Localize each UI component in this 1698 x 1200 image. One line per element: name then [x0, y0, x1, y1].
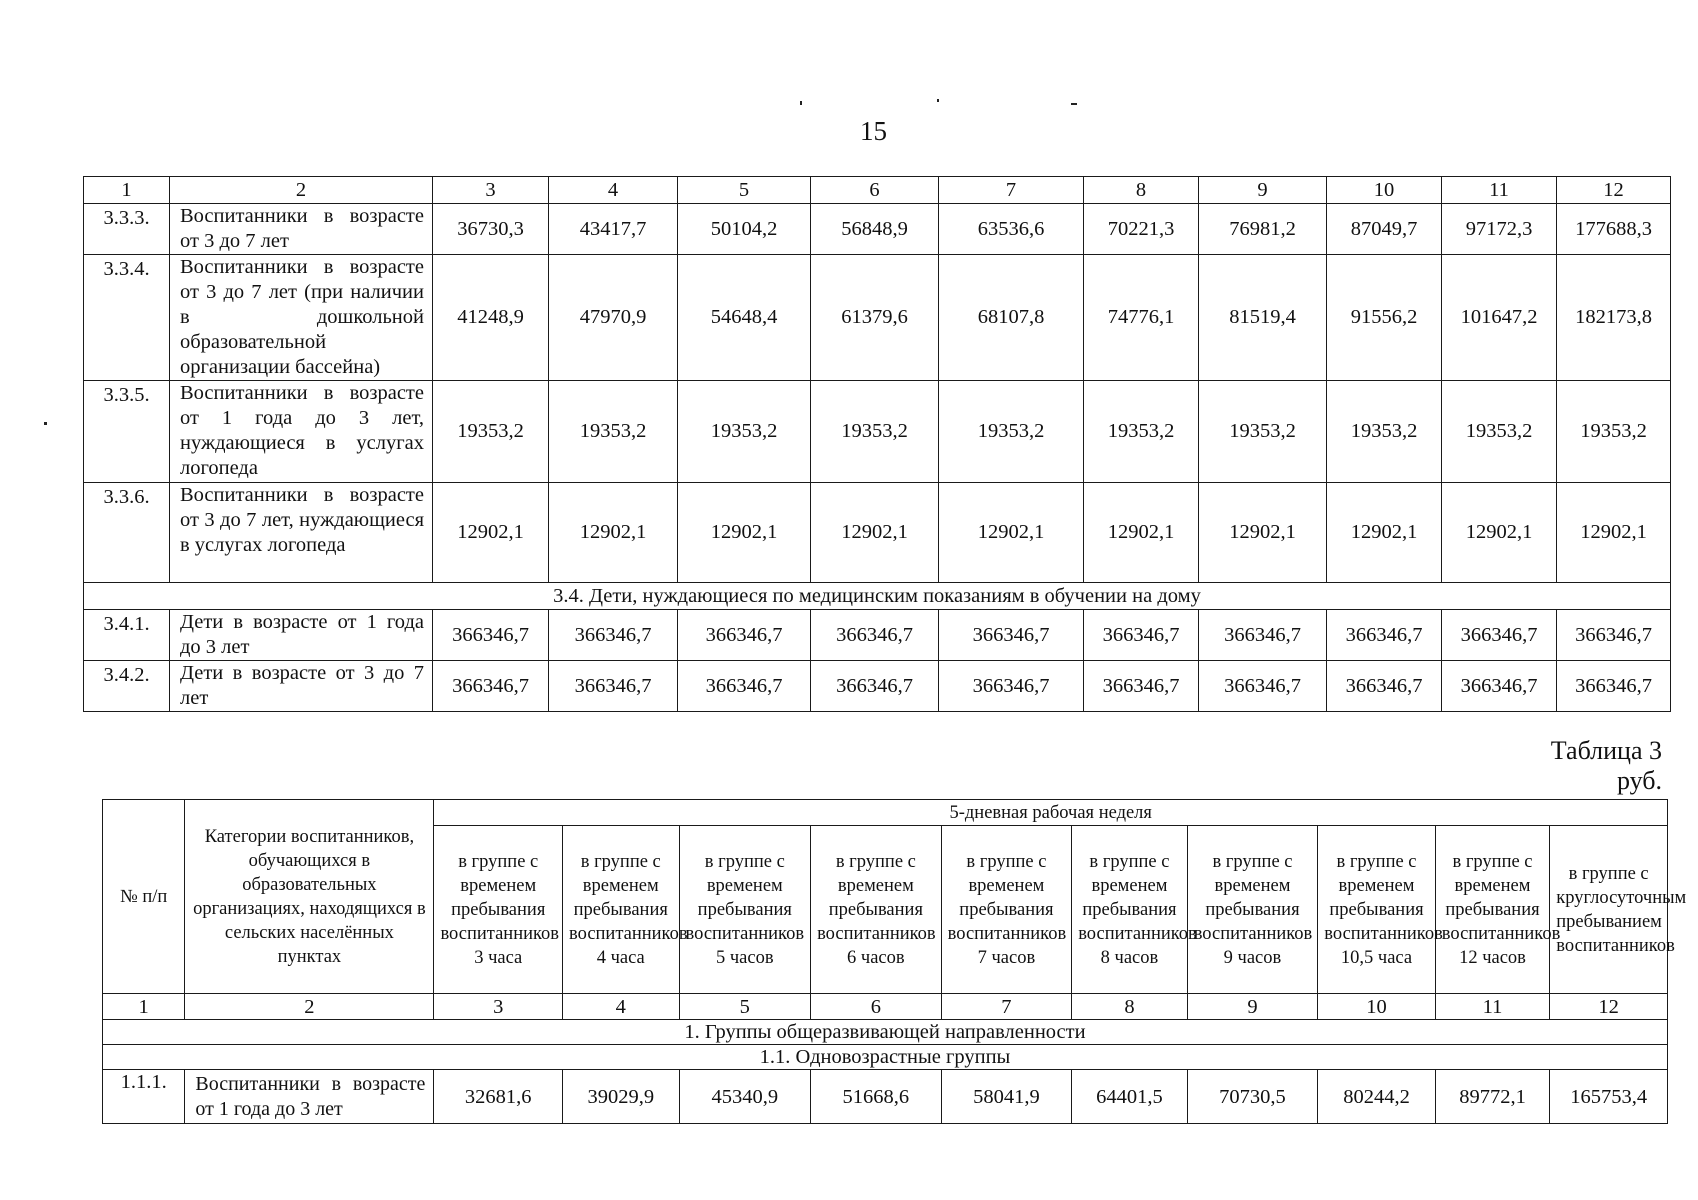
value-cell: 19353,2	[433, 381, 549, 483]
value-cell: 12902,1	[433, 483, 549, 583]
rural-tariff-table	[102, 799, 1687, 1124]
value-cell: 70730,5	[1187, 1070, 1318, 1124]
value-cell: 87049,7	[1327, 204, 1442, 255]
value-cell: 80244,2	[1318, 1070, 1436, 1124]
value-cell: 61379,6	[811, 255, 939, 381]
column-index: 6	[811, 994, 942, 1020]
column-index: 11	[1435, 994, 1550, 1020]
table-row	[84, 483, 1671, 583]
column-header-group: в группе с временем пребывания воспитанников 8 часов	[1072, 826, 1188, 994]
section-row	[103, 1045, 1668, 1070]
value-cell: 366346,7	[1442, 610, 1557, 661]
value-cell: 366346,7	[433, 610, 549, 661]
value-cell: 45340,9	[679, 1070, 811, 1124]
value-cell: 366346,7	[1557, 610, 1671, 661]
column-index: 8	[1084, 177, 1199, 204]
table-row	[84, 610, 1671, 661]
row-label: Воспитанники в возрасте от 3 до 7 лет (при наличии в дошкольной образовательной организации бассейна)	[170, 255, 433, 381]
currency-unit: руб.	[1616, 766, 1662, 795]
value-cell: 76981,2	[1199, 204, 1327, 255]
value-cell: 366346,7	[1327, 661, 1442, 712]
row-label: Воспитанники в возрасте от 1 года до 3 лет, нуждающиеся в услугах логопеда	[170, 381, 433, 483]
value-cell: 89772,1	[1435, 1070, 1550, 1124]
value-cell: 12902,1	[1199, 483, 1327, 583]
column-header-group: в группе с временем пребывания воспитанников 4 часа	[563, 826, 680, 994]
table-row	[84, 381, 1671, 483]
column-index: 2	[185, 994, 434, 1020]
column-index: 5	[678, 177, 811, 204]
scan-artifact	[44, 422, 47, 425]
row-code: 3.3.5.	[84, 381, 170, 483]
row-label: Воспитанники в возрасте от 3 до 7 лет	[170, 204, 433, 255]
value-cell: 366346,7	[1199, 661, 1327, 712]
value-cell: 366346,7	[1557, 661, 1671, 712]
value-cell: 81519,4	[1199, 255, 1327, 381]
value-cell: 366346,7	[1084, 661, 1199, 712]
value-cell: 64401,5	[1072, 1070, 1188, 1124]
scan-artifact	[1071, 103, 1077, 105]
column-header-group: в группе с временем пребывания воспитанников 10,5 часа	[1318, 826, 1436, 994]
page-number: 15	[860, 116, 887, 146]
value-cell: 366346,7	[1442, 661, 1557, 712]
column-index: 1	[103, 994, 185, 1020]
column-header-group: в группе с временем пребывания воспитанников 3 часа	[434, 826, 563, 994]
value-cell: 182173,8	[1557, 255, 1671, 381]
column-index-row	[103, 994, 1668, 1020]
value-cell: 12902,1	[678, 483, 811, 583]
value-cell: 366346,7	[433, 661, 549, 712]
column-index: 12	[1557, 177, 1671, 204]
column-index: 12	[1550, 994, 1668, 1020]
value-cell: 366346,7	[939, 661, 1084, 712]
column-index: 7	[941, 994, 1072, 1020]
value-cell: 165753,4	[1550, 1070, 1668, 1124]
tariff-table-continuation	[83, 176, 1671, 712]
value-cell: 19353,2	[678, 381, 811, 483]
value-cell: 366346,7	[811, 610, 939, 661]
row-code: 3.3.4.	[84, 255, 170, 381]
value-cell: 91556,2	[1327, 255, 1442, 381]
value-cell: 366346,7	[939, 610, 1084, 661]
table-row	[103, 1070, 1668, 1124]
table-row	[84, 255, 1671, 381]
value-cell: 32681,6	[434, 1070, 563, 1124]
value-cell: 177688,3	[1557, 204, 1671, 255]
section-row	[84, 583, 1671, 610]
value-cell: 39029,9	[563, 1070, 680, 1124]
value-cell: 366346,7	[1327, 610, 1442, 661]
row-code: 3.4.1.	[84, 610, 170, 661]
scan-artifact	[937, 99, 939, 102]
value-cell: 366346,7	[678, 610, 811, 661]
value-cell: 366346,7	[1084, 610, 1199, 661]
value-cell: 366346,7	[549, 610, 678, 661]
column-header-week: 5-дневная рабочая неделя	[434, 800, 1668, 826]
value-cell: 19353,2	[1557, 381, 1671, 483]
value-cell: 366346,7	[811, 661, 939, 712]
column-header-group: в группе с временем пребывания воспитанников 12 часов	[1435, 826, 1550, 994]
value-cell: 19353,2	[1442, 381, 1557, 483]
column-index: 11	[1442, 177, 1557, 204]
column-index: 9	[1187, 994, 1318, 1020]
header-row	[103, 800, 1668, 826]
value-cell: 63536,6	[939, 204, 1084, 255]
value-cell: 366346,7	[1199, 610, 1327, 661]
value-cell: 12902,1	[1442, 483, 1557, 583]
value-cell: 366346,7	[549, 661, 678, 712]
column-index-row	[84, 177, 1671, 204]
row-code: 1.1.1.	[103, 1070, 185, 1124]
value-cell: 51668,6	[811, 1070, 942, 1124]
value-cell: 56848,9	[811, 204, 939, 255]
column-header-group: в группе с временем пребывания воспитанников 5 часов	[679, 826, 811, 994]
column-header-number: № п/п	[103, 800, 185, 994]
table-row	[84, 661, 1671, 712]
column-index: 4	[549, 177, 678, 204]
column-index: 7	[939, 177, 1084, 204]
column-index: 10	[1327, 177, 1442, 204]
column-header-category: Категории воспитанников, обучающихся в образовательных организациях, находящихся в сельских населённых пунктах	[185, 800, 434, 994]
column-index: 1	[84, 177, 170, 204]
column-header-group: в группе с временем пребывания воспитанников 6 часов	[811, 826, 942, 994]
value-cell: 12902,1	[549, 483, 678, 583]
value-cell: 41248,9	[433, 255, 549, 381]
row-label: Дети в возрасте от 1 года до 3 лет	[170, 610, 433, 661]
column-header-group: в группе с временем пребывания воспитанников 7 часов	[941, 826, 1072, 994]
column-header-group: в группе с временем пребывания воспитанников 9 часов	[1187, 826, 1318, 994]
row-label: Воспитанники в возрасте от 3 до 7 лет, нуждающиеся в услугах логопеда	[170, 483, 433, 583]
value-cell: 47970,9	[549, 255, 678, 381]
value-cell: 68107,8	[939, 255, 1084, 381]
value-cell: 58041,9	[941, 1070, 1072, 1124]
value-cell: 19353,2	[1327, 381, 1442, 483]
column-header-group: в группе с круглосуточным пребыванием воспитанников	[1550, 826, 1668, 994]
value-cell: 12902,1	[1557, 483, 1671, 583]
subsection-heading: 1.1. Одновозрастные группы	[103, 1045, 1668, 1070]
value-cell: 70221,3	[1084, 204, 1199, 255]
value-cell: 12902,1	[939, 483, 1084, 583]
value-cell: 366346,7	[678, 661, 811, 712]
column-index: 3	[434, 994, 563, 1020]
value-cell: 97172,3	[1442, 204, 1557, 255]
table-caption	[1551, 736, 1662, 796]
row-code: 3.4.2.	[84, 661, 170, 712]
value-cell: 43417,7	[549, 204, 678, 255]
table-row	[84, 204, 1671, 255]
column-index: 6	[811, 177, 939, 204]
value-cell: 12902,1	[811, 483, 939, 583]
value-cell: 19353,2	[1084, 381, 1199, 483]
section-heading: 1. Группы общеразвивающей направленности	[103, 1020, 1668, 1045]
value-cell: 19353,2	[1199, 381, 1327, 483]
value-cell: 12902,1	[1327, 483, 1442, 583]
value-cell: 101647,2	[1442, 255, 1557, 381]
column-index: 4	[563, 994, 680, 1020]
column-index: 2	[170, 177, 433, 204]
value-cell: 19353,2	[549, 381, 678, 483]
row-label: Дети в возрасте от 3 до 7 лет	[170, 661, 433, 712]
value-cell: 19353,2	[811, 381, 939, 483]
section-heading: 3.4. Дети, нуждающиеся по медицинским показаниям в обучении на дому	[84, 583, 1671, 610]
value-cell: 50104,2	[678, 204, 811, 255]
section-row	[103, 1020, 1668, 1045]
value-cell: 54648,4	[678, 255, 811, 381]
column-index: 8	[1072, 994, 1188, 1020]
value-cell: 74776,1	[1084, 255, 1199, 381]
value-cell: 12902,1	[1084, 483, 1199, 583]
value-cell: 19353,2	[939, 381, 1084, 483]
row-label: Воспитанники в возрасте от 1 года до 3 лет	[185, 1070, 434, 1124]
row-code: 3.3.3.	[84, 204, 170, 255]
table-title: Таблица 3	[1550, 736, 1662, 765]
column-index: 5	[679, 994, 811, 1020]
column-index: 10	[1318, 994, 1436, 1020]
value-cell: 36730,3	[433, 204, 549, 255]
column-index: 9	[1199, 177, 1327, 204]
column-index: 3	[433, 177, 549, 204]
scan-artifact	[800, 101, 802, 105]
row-code: 3.3.6.	[84, 483, 170, 583]
